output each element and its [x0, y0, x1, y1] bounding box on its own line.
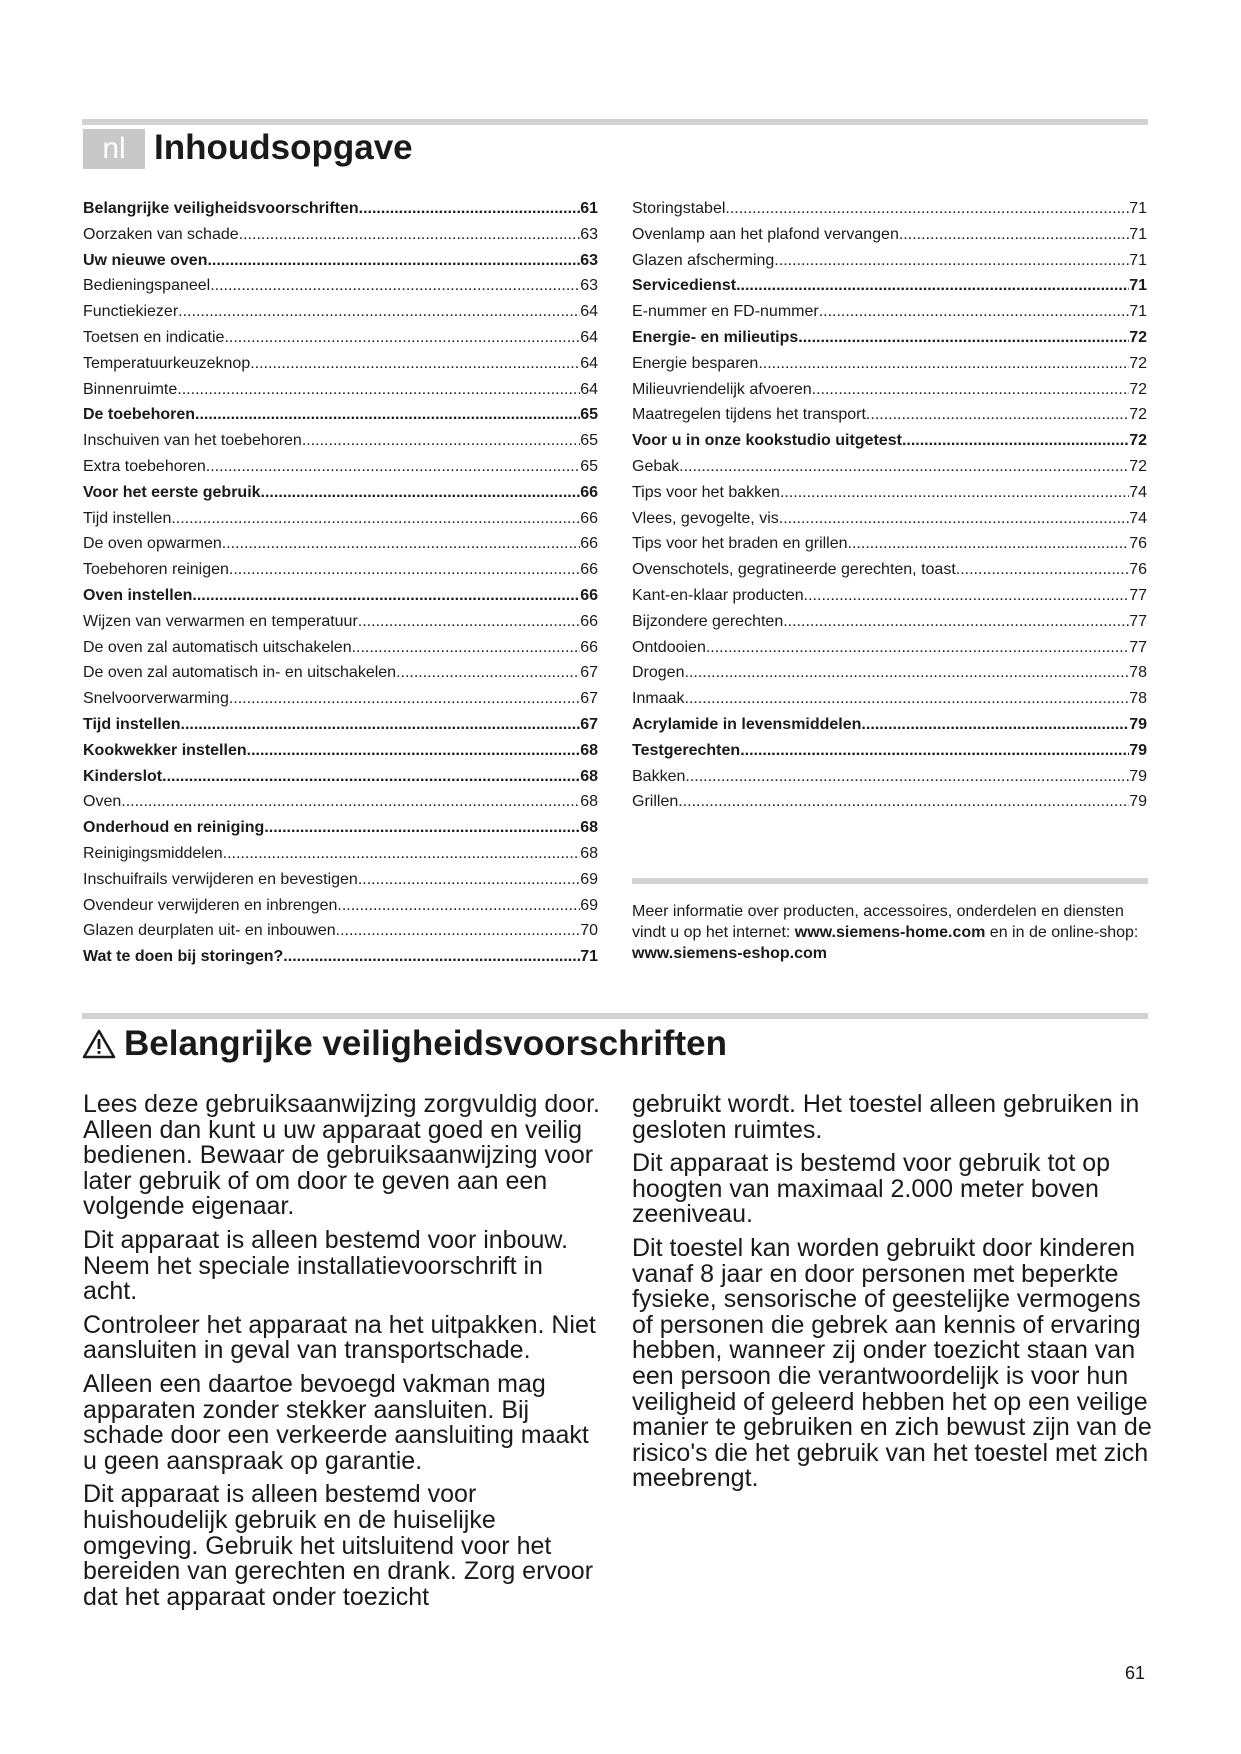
toc-entry-page: 76: [1129, 561, 1147, 579]
toc-entry-label: Inschuifrails verwijderen en bevestigen: [83, 870, 358, 888]
toc-entry[interactable]: [632, 480, 1147, 506]
toc-leader-dots: [706, 635, 1129, 661]
toc-entry-page: 65: [580, 406, 598, 424]
toc-leader-dots: [848, 531, 1130, 557]
toc-entry-page: 63: [580, 225, 598, 243]
toc-leader-dots: [956, 557, 1129, 583]
toc-leader-dots: [804, 583, 1130, 609]
toc-entry[interactable]: [83, 609, 598, 635]
toc-entry-label: Kookwekker instellen: [83, 741, 247, 759]
toc-entry[interactable]: [83, 660, 598, 686]
toc-entry-page: 68: [580, 844, 598, 862]
toc-entry-page: 69: [580, 870, 598, 888]
toc-leader-dots: [902, 428, 1129, 454]
toc-entry-page: 71: [1129, 277, 1147, 295]
toc-entry-label: Inmaak: [632, 690, 685, 708]
toc-leader-dots: [264, 815, 580, 841]
toc-leader-dots: [207, 248, 580, 274]
toc-entry-page: 72: [1129, 457, 1147, 475]
toc-leader-dots: [359, 196, 581, 222]
toc-entry[interactable]: [632, 738, 1147, 764]
toc-leader-dots: [302, 428, 580, 454]
toc-entry[interactable]: [83, 506, 598, 532]
toc-entry-label: De oven zal automatisch uitschakelen: [83, 638, 352, 656]
toc-leader-dots: [192, 583, 580, 609]
toc-entry-label: Storingstabel: [632, 200, 726, 217]
toc-entry-page: 66: [580, 586, 598, 604]
toc-entry-page: 61: [580, 200, 598, 217]
toc-entry-label: Ovendeur verwijderen en inbrengen: [83, 896, 338, 914]
toc-entry-page: 71: [1129, 225, 1147, 243]
toc-leader-dots: [685, 764, 1129, 790]
safety-paragraph: Dit toestel kan worden gebruikt door kinderen vanaf 8 jaar en door personen met beperkte fysieke, sensorische of geestelijke vermogens of personen die gebrek aan kennis of ervaring hebben, wanneer zij onder toezicht staan van een persoon die verantwoordelijk is voor hun veiligheid of geleerd hebben het op een veilige manier te gebruiken en zich bewust zijn van de risico's die het gebruik van het toestel met zich meebrengt.: [632, 1233, 1152, 1493]
toc-entry-label: Uw nieuwe oven: [83, 251, 208, 269]
toc-entry-label: Vlees, gevogelte, vis: [632, 509, 779, 527]
website-link[interactable]: www.siemens-home.com: [794, 924, 986, 941]
toc-entry[interactable]: [83, 480, 598, 506]
toc-entry-label: Ontdooien: [632, 638, 706, 656]
toc-entry[interactable]: [83, 867, 598, 893]
toc-entry-page: 68: [580, 819, 598, 837]
toc-entry[interactable]: [83, 196, 598, 222]
toc-entry-page: 78: [1129, 664, 1147, 682]
toc-entry-page: 79: [1129, 793, 1147, 811]
toc-entry[interactable]: [83, 325, 598, 351]
toc-entry-label: Bedieningspaneel: [83, 277, 211, 295]
toc-entry-label: Tips voor het bakken: [632, 483, 780, 501]
toc-entry-label: Energie- en milieutips: [632, 328, 799, 346]
toc-leader-dots: [239, 222, 581, 248]
toc-entry[interactable]: [632, 196, 1147, 222]
toc-entry-page: 71: [1129, 303, 1147, 321]
more-info-text-2: en in de online-shop:: [985, 924, 1139, 941]
toc-entry-label: Servicedienst: [632, 277, 737, 295]
toc-entry[interactable]: [632, 299, 1147, 325]
toc-leader-dots: [337, 893, 580, 919]
toc-entry-label: Snelvoorverwarming: [83, 690, 229, 708]
toc-entry-page: 68: [580, 793, 598, 811]
toc-entry[interactable]: [83, 454, 598, 480]
toc-entry-label: Oven instellen: [83, 586, 193, 604]
toc-leader-dots: [798, 325, 1129, 351]
toc-entry-page: 77: [1129, 586, 1147, 604]
toc-leader-dots: [210, 273, 580, 299]
toc-entry[interactable]: [632, 248, 1147, 274]
toc-leader-dots: [229, 557, 580, 583]
toc-left-column: [83, 196, 598, 970]
toc-entry-label: Voor u in onze kookstudio uitgetest: [632, 432, 902, 450]
toc-leader-dots: [178, 299, 580, 325]
toc-entry-label: Wijzen van verwarmen en temperatuur: [83, 612, 358, 630]
toc-entry-label: Kant-en-klaar producten: [632, 586, 804, 604]
toc-leader-dots: [223, 841, 581, 867]
toc-leader-dots: [758, 351, 1129, 377]
more-info-text: [632, 901, 1148, 964]
toc-entry[interactable]: [83, 815, 598, 841]
toc-leader-dots: [783, 609, 1129, 635]
toc-leader-dots: [725, 196, 1129, 222]
toc-entry[interactable]: [632, 660, 1147, 686]
toc-leader-dots: [247, 738, 581, 764]
toc-entry[interactable]: [632, 635, 1147, 661]
toc-entry-page: 79: [1129, 715, 1147, 733]
toc-entry-label: Extra toebehoren: [83, 457, 206, 475]
toc-entry-page: 71: [1129, 200, 1147, 217]
toc-entry-label: De oven zal automatisch in- en uitschakelen: [83, 664, 397, 682]
toc-leader-dots: [819, 299, 1130, 325]
toc-entry-page: 66: [580, 535, 598, 553]
toc-leader-dots: [229, 686, 580, 712]
toc-leader-dots: [866, 402, 1129, 428]
toc-entry-label: Functiekiezer: [83, 303, 179, 321]
toc-entry-page: 79: [1129, 741, 1147, 759]
toc-entry[interactable]: [83, 712, 598, 738]
toc-entry[interactable]: [83, 557, 598, 583]
safety-paragraph: Controleer het apparaat na het uitpakken. Niet aansluiten in geval van transportschade.: [83, 1310, 596, 1365]
toc-entry-label: Drogen: [632, 664, 685, 682]
toc-entry-label: Milieuvriendelijk afvoeren: [632, 380, 812, 398]
toc-entry-page: 74: [1129, 483, 1147, 501]
toc-entry-page: 72: [1129, 406, 1147, 424]
toc-entry[interactable]: [83, 299, 598, 325]
toc-entry-page: 76: [1129, 535, 1147, 553]
toc-leader-dots: [779, 506, 1129, 532]
safety-left-column: [83, 1092, 603, 1618]
toc-leader-dots: [177, 377, 580, 403]
toc-entry[interactable]: [83, 686, 598, 712]
toc-entry[interactable]: [83, 738, 598, 764]
toc-entry-label: Tips voor het braden en grillen: [632, 535, 848, 553]
toc-entry[interactable]: [83, 893, 598, 919]
toc-entry[interactable]: [83, 841, 598, 867]
toc-leader-dots: [358, 867, 580, 893]
language-tag: nl: [83, 129, 145, 169]
toc-entry-page: 74: [1129, 509, 1147, 527]
toc-entry-page: 71: [1129, 251, 1147, 269]
toc-leader-dots: [396, 660, 580, 686]
toc-leader-dots: [352, 635, 581, 661]
toc-entry-page: 67: [580, 690, 598, 708]
toc-entry-label: Wat te doen bij storingen?: [83, 948, 284, 966]
toc-leader-dots: [780, 480, 1129, 506]
toc-entry-page: 69: [580, 896, 598, 914]
toc-entry-page: 66: [580, 612, 598, 630]
toc-entry[interactable]: [83, 273, 598, 299]
toc-leader-dots: [250, 351, 580, 377]
toc-entry-label: Toetsen en indicatie: [83, 328, 225, 346]
toc-leader-dots: [678, 789, 1129, 815]
toc-entry-page: 66: [580, 561, 598, 579]
toc-entry-page: 64: [580, 303, 598, 321]
toc-entry-label: Bijzondere gerechten: [632, 612, 784, 630]
toc-entry-label: Grillen: [632, 793, 679, 811]
toc-leader-dots: [358, 609, 580, 635]
toc-entry-page: 66: [580, 483, 598, 501]
toc-entry-label: Tijd instellen: [83, 509, 172, 527]
toc-entry[interactable]: [632, 222, 1147, 248]
toc-entry[interactable]: [632, 583, 1147, 609]
toc-entry-label: Kinderslot: [83, 767, 163, 785]
toc-leader-dots: [222, 531, 580, 557]
toc-entry-label: Voor het eerste gebruik: [83, 483, 261, 501]
toc-entry[interactable]: [83, 377, 598, 403]
toc-leader-dots: [224, 325, 580, 351]
toc-entry-label: Binnenruimte: [83, 380, 178, 398]
toc-entry-label: Bakken: [632, 767, 686, 785]
toc-entry-page: 72: [1129, 328, 1147, 346]
toc-entry[interactable]: [632, 764, 1147, 790]
toc-entry-label: Tijd instellen: [83, 715, 181, 733]
toc-entry-page: 68: [580, 741, 598, 759]
toc-entry-page: 65: [580, 432, 598, 450]
warning-triangle-icon: [82, 1029, 116, 1059]
toc-leader-dots: [121, 789, 580, 815]
toc-entry[interactable]: [83, 764, 598, 790]
toc-entry[interactable]: [632, 273, 1147, 299]
more-info-text-1: Meer informatie over producten, accessoires, onderdelen en diensten vindt u op het internet:: [632, 903, 1124, 941]
toc-entry-label: Gebak: [632, 457, 680, 475]
toc-entry-label: Oorzaken van schade: [83, 225, 239, 243]
toc-entry-page: 72: [1129, 380, 1147, 398]
toc-entry-label: Toebehoren reinigen: [83, 561, 229, 579]
toc-entry[interactable]: [83, 222, 598, 248]
toc-entry-label: Belangrijke veiligheidsvoorschriften: [83, 200, 359, 217]
safety-paragraph: gebruikt wordt. Het toestel alleen gebruiken in gesloten ruimtes.: [632, 1090, 1140, 1144]
toc-entry[interactable]: [632, 325, 1147, 351]
toc-leader-dots: [206, 454, 580, 480]
toc-leader-dots: [899, 222, 1129, 248]
toc-entry-page: 63: [580, 277, 598, 295]
toc-entry[interactable]: [83, 428, 598, 454]
toc-entry-label: Onderhoud en reiniging: [83, 819, 265, 837]
toc-entry[interactable]: [632, 402, 1147, 428]
toc-entry-label: Maatregelen tijdens het transport: [632, 406, 866, 424]
toc-entry[interactable]: [632, 789, 1147, 815]
toc-entry-page: 64: [580, 380, 598, 398]
toc-entry[interactable]: [632, 531, 1147, 557]
toc-entry[interactable]: [632, 712, 1147, 738]
toc-entry[interactable]: [83, 789, 598, 815]
toc-entry-label: Glazen deurplaten uit- en inbouwen: [83, 922, 336, 940]
safety-paragraph: Lees deze gebruiksaanwijzing zorgvuldig door. Alleen dan kunt u uw apparaat goed en veilig bedienen. Bewaar de gebruiksaanwijzing voor later gebruik of om door te geven aan een volgende eigenaar.: [83, 1090, 600, 1221]
toc-entry-label: Glazen afscherming: [632, 251, 775, 269]
toc-entry-label: Acrylamide in levensmiddelen: [632, 715, 862, 733]
toc-entry-page: 72: [1129, 354, 1147, 372]
toc-entry[interactable]: [632, 609, 1147, 635]
toc-entry-page: 79: [1129, 767, 1147, 785]
toc-entry-page: 65: [580, 457, 598, 475]
toc-entry-page: 78: [1129, 690, 1147, 708]
toc-entry-label: Reinigingsmiddelen: [83, 844, 223, 862]
toc-entry-label: Oven: [83, 793, 122, 811]
toc-entry[interactable]: [83, 531, 598, 557]
toc-entry-label: Testgerechten: [632, 741, 741, 759]
toc-leader-dots: [740, 738, 1129, 764]
toc-entry-page: 68: [580, 767, 598, 785]
toc-entry[interactable]: [83, 351, 598, 377]
toc-entry-page: 72: [1129, 432, 1147, 450]
toc-entry-page: 64: [580, 328, 598, 346]
toc-entry[interactable]: [632, 377, 1147, 403]
toc-entry-label: De oven opwarmen: [83, 535, 222, 553]
toc-entry[interactable]: [632, 506, 1147, 532]
toc-entry-label: E-nummer en FD-nummer: [632, 303, 819, 321]
toc-leader-dots: [162, 764, 580, 790]
toc-entry[interactable]: [632, 454, 1147, 480]
toc-entry[interactable]: [83, 918, 598, 944]
toc-leader-dots: [774, 248, 1129, 274]
toc-leader-dots: [812, 377, 1130, 403]
toc-leader-dots: [181, 712, 581, 738]
eshop-link[interactable]: www.siemens-eshop.com: [632, 945, 828, 962]
toc-entry-page: 77: [1129, 612, 1147, 630]
toc-entry-page: 66: [580, 638, 598, 656]
toc-leader-dots: [736, 273, 1129, 299]
info-rule: [632, 878, 1148, 884]
toc-entry-label: Energie besparen: [632, 354, 759, 372]
toc-entry-page: 77: [1129, 638, 1147, 656]
toc-entry[interactable]: [83, 402, 598, 428]
safety-paragraph: Dit apparaat is alleen bestemd voor inbouw. Neem het speciale installatievoorschrift in acht.: [83, 1225, 569, 1306]
toc-leader-dots: [195, 402, 580, 428]
toc-entry[interactable]: [632, 557, 1147, 583]
toc-leader-dots: [861, 712, 1129, 738]
toc-entry[interactable]: [632, 351, 1147, 377]
safety-heading: [82, 1020, 727, 1068]
toc-entry-label: Ovenschotels, gegratineerde gerechten, toast: [632, 561, 956, 579]
safety-paragraph: Dit apparaat is bestemd voor gebruik tot op hoogten van maximaal 2.000 meter boven zeeniveau.: [632, 1149, 1111, 1229]
toc-leader-dots: [261, 480, 581, 506]
toc-leader-dots: [684, 660, 1129, 686]
safety-title: Belangrijke veiligheidsvoorschriften: [124, 1024, 727, 1063]
toc-entry-label: De toebehoren: [83, 406, 196, 424]
safety-right-column: [632, 1092, 1152, 1500]
toc-leader-dots: [283, 944, 580, 970]
toc-entry[interactable]: [83, 635, 598, 661]
safety-paragraph: Alleen een daartoe bevoegd vakman mag apparaten zonder stekker aansluiten. Bij schade door een verkeerde aansluiting maakt u geen aanspraak op garantie.: [83, 1369, 589, 1475]
toc-entry-label: Ovenlamp aan het plafond vervangen: [632, 225, 899, 243]
toc-entry[interactable]: [83, 583, 598, 609]
toc-right-column: [632, 196, 1147, 815]
toc-entry[interactable]: [632, 686, 1147, 712]
toc-entry[interactable]: [83, 944, 598, 970]
toc-leader-dots: [679, 454, 1129, 480]
safety-paragraph: Dit apparaat is alleen bestemd voor huishoudelijk gebruik en de huiselijke omgeving. Gebruik het uitsluitend voor het bereiden van gerechten en drank. Zorg ervoor dat het apparaat onder toezicht: [83, 1480, 594, 1611]
toc-leader-dots: [336, 918, 581, 944]
toc-title: Inhoudsopgave: [154, 128, 413, 167]
toc-entry-label: Temperatuurkeuzeknop: [83, 354, 251, 372]
toc-entry[interactable]: [632, 428, 1147, 454]
safety-rule: [82, 1013, 1148, 1019]
page-number: 61: [1125, 1663, 1146, 1683]
toc-entry-page: 71: [580, 948, 598, 966]
toc-entry-page: 66: [580, 509, 598, 527]
toc-entry-page: 64: [580, 354, 598, 372]
toc-leader-dots: [684, 686, 1129, 712]
toc-entry[interactable]: [83, 248, 598, 274]
toc-entry-page: 67: [580, 715, 598, 733]
toc-entry-page: 67: [580, 664, 598, 682]
toc-entry-page: 70: [580, 922, 598, 940]
toc-entry-page: 63: [580, 251, 598, 269]
toc-entry-label: Inschuiven van het toebehoren: [83, 432, 302, 450]
toc-leader-dots: [171, 506, 580, 532]
